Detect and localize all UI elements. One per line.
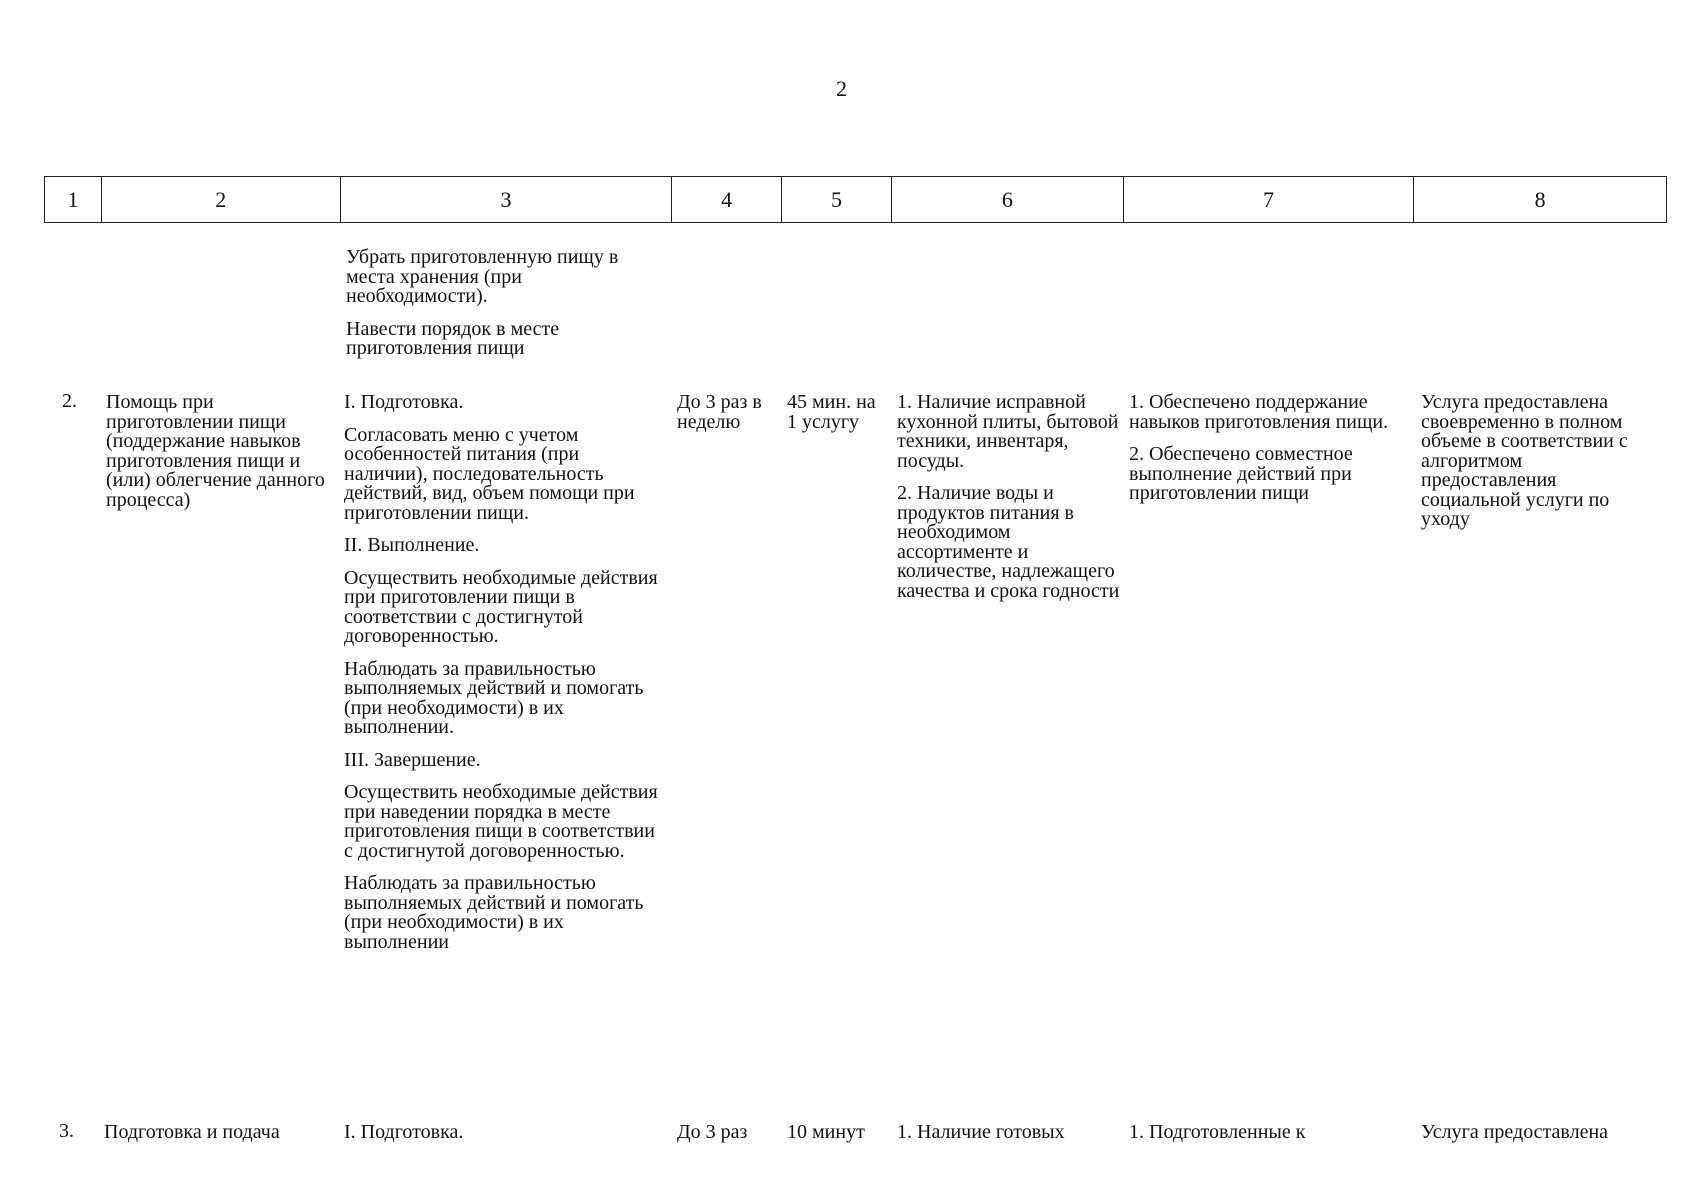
continuation-text: Навести порядок в месте приготовления пищи [346, 317, 560, 359]
service-actions: I. Подготовка. [344, 1121, 464, 1143]
header-col-6: 6 [892, 177, 1124, 222]
action-step: Наблюдать за правильностью выполняемых действий и помогать (при необходимости) в их выполнении [344, 872, 644, 953]
service-duration: 10 минут [787, 1121, 865, 1143]
action-step: Осуществить необходимые действия при наведении порядка в месте приготовления пищи в соответствии с достигнутой договоренностью. [344, 781, 658, 862]
service-conditions: 1. Наличие готовых [897, 1121, 1065, 1143]
service-evaluation: Услуга предоставлена [1421, 1121, 1609, 1143]
service-results [1129, 393, 1409, 504]
condition-item: 2. Наличие воды и продуктов питания в необходимом ассортименте и количестве, надлежащего качества и срока годности [897, 482, 1120, 602]
service-duration: 45 мин. на 1 услугу [787, 391, 876, 433]
header-col-5: 5 [782, 177, 892, 222]
service-conditions [897, 393, 1123, 601]
table-header-row [44, 176, 1667, 223]
continuation-text: Убрать приготовленную пищу в места хранения (при необходимости). [346, 246, 619, 307]
header-col-7: 7 [1124, 177, 1415, 222]
action-step: II. Выполнение. [344, 534, 480, 556]
action-step: Согласовать меню с учетом особенностей питания (при наличии), последовательность действий, вид, объем помощи при приготовлении пищи. [344, 423, 635, 524]
service-frequency: До 3 раз в неделю [677, 391, 762, 433]
header-col-2: 2 [102, 177, 341, 222]
row-number: 3. [59, 1120, 74, 1142]
action-step: I. Подготовка. [344, 391, 464, 413]
action-step: Наблюдать за правильностью выполняемых действий и помогать (при необходимости) в их выполнении. [344, 657, 644, 738]
service-actions [344, 393, 662, 952]
service-name: Помощь при приготовлении пищи (поддержание навыков приготовления пищи и (или) облегчение данного процесса) [106, 391, 325, 511]
service-results: 1. Подготовленные к [1129, 1121, 1306, 1143]
service-evaluation: Услуга предоставлена своевременно в полном объеме в соответствии с алгоритмом предоставления социальной услуги по уходу [1421, 391, 1628, 530]
header-col-1: 1 [45, 177, 102, 222]
service-frequency: До 3 раз [677, 1121, 748, 1143]
condition-item: 1. Наличие исправной кухонной плиты, бытовой техники, инвентаря, посуды. [897, 391, 1119, 472]
header-col-4: 4 [672, 177, 782, 222]
header-col-8: 8 [1534, 186, 1546, 212]
continuation-actions [346, 248, 646, 359]
row-number: 2. [62, 390, 77, 412]
page-number: 2 [836, 76, 847, 101]
action-step: III. Завершение. [344, 748, 481, 771]
result-item: 2. Обеспечено совместное выполнение действий при приготовлении пищи [1129, 443, 1353, 504]
result-item: 1. Обеспечено поддержание навыков приготовления пищи. [1129, 391, 1389, 433]
action-step: Осуществить необходимые действия при приготовлении пищи в соответствии с достигнутой договоренностью. [344, 566, 658, 647]
header-col-3: 3 [341, 177, 673, 222]
service-name: Подготовка и подача [104, 1121, 280, 1143]
